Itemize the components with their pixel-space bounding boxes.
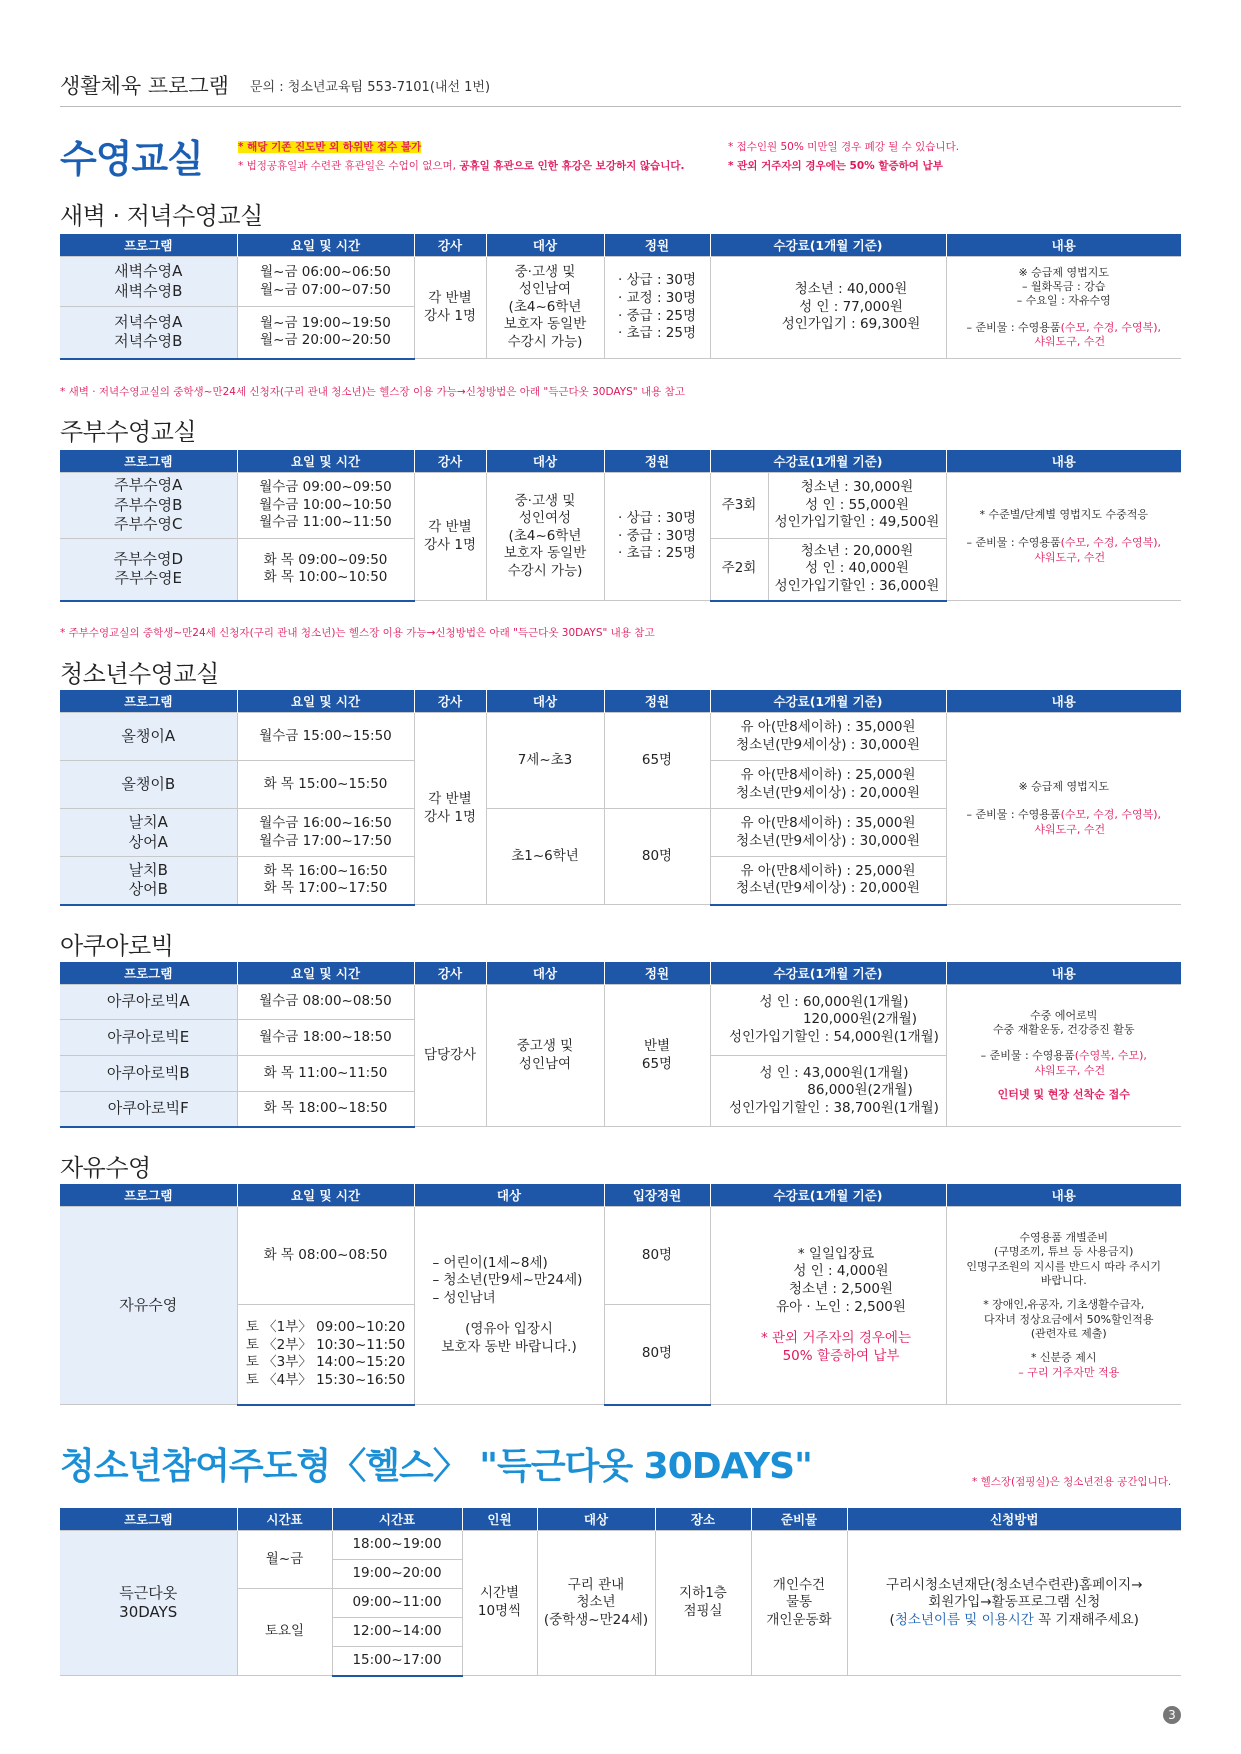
time-cell: 화 목 08:00~08:50	[237, 1207, 414, 1305]
time-cell: 12:00~14:00	[332, 1618, 462, 1647]
teacher-cell: 각 반별 강사 1명	[414, 473, 486, 601]
capacity-cell: · 상급 : 30명 · 중급 : 30명 · 초급 : 25명	[604, 473, 710, 601]
col-teacher: 강사	[414, 690, 486, 713]
place-cell: 지하1층 점핑실	[655, 1531, 751, 1676]
teacher-cell: 각 반별 강사 1명	[414, 713, 486, 905]
fee-cell: 유 아(만8세이하) : 25,000원 청소년(만9세이상) : 20,000원	[710, 857, 946, 905]
col-teacher: 강사	[414, 962, 486, 985]
page-header-contact: 문의 : 청소년교육팀 553-7101(내선 1번)	[250, 80, 491, 95]
time-cell: 월~금 06:00~06:50 월~금 07:00~07:50	[237, 257, 414, 307]
col-content: 내용	[946, 690, 1181, 713]
content-cell: ※ 승급제 영법지도 – 준비물 : 수영용품(수모, 수경, 수영복), 샤워도구, 수건	[946, 713, 1181, 905]
teacher-cell: 담당강사	[414, 985, 486, 1127]
capacity-cell: · 상급 : 30명 · 교정 : 30명 · 중급 : 25명 · 초급 : 25명	[604, 257, 710, 359]
program-cell: 올챙이A	[60, 713, 237, 761]
housewife-section-title: 주부수영교실	[60, 418, 197, 446]
time-cell: 화 목 11:00~11:50	[237, 1056, 414, 1092]
free-swim-section-title: 자유수영	[60, 1154, 151, 1182]
col-time: 시간표	[332, 1508, 462, 1531]
gym-note: * 헬스장(점핑실)은 청소년전용 공간입니다.	[972, 1476, 1172, 1488]
time-cell: 15:00~17:00	[332, 1647, 462, 1676]
swim-note-1: * 해당 기존 진도반 외 하위반 접수 불가	[238, 141, 422, 153]
col-content: 내용	[946, 962, 1181, 985]
time-cell: 화 목 15:00~15:50	[237, 761, 414, 809]
program-cell: 저녁수영A 저녁수영B	[60, 307, 237, 359]
time-cell: 월수금 15:00~15:50	[237, 713, 414, 761]
time-cell: 화 목 09:00~09:50 화 목 10:00~10:50	[237, 539, 414, 601]
fee-cell: 성 인 : 60,000원(1개월) 120,000원(2개월) 성인가입기할인 : 54,000원(1개월)	[710, 985, 946, 1056]
fee-cell: 청소년 : 30,000원 성 인 : 55,000원 성인가입기할인 : 49,500원	[768, 473, 946, 539]
col-time: 요일 및 시간	[237, 1184, 414, 1207]
teacher-cell: 각 반별 강사 1명	[414, 257, 486, 359]
capacity-cell: 80명	[604, 1207, 710, 1305]
col-program: 프로그램	[60, 690, 237, 713]
gym-table	[60, 1508, 1181, 1677]
col-content: 내용	[946, 1184, 1181, 1207]
col-time: 요일 및 시간	[237, 450, 414, 473]
col-target: 대상	[486, 962, 604, 985]
fee-cell: 유 아(만8세이하) : 35,000원 청소년(만9세이상) : 30,000원	[710, 713, 946, 761]
fee-cell: 청소년 : 40,000원 성 인 : 77,000원 성인가입기 : 69,300원	[710, 257, 946, 359]
col-program: 프로그램	[60, 1184, 237, 1207]
swim-note-2: * 법정공휴일과 수련관 휴관일은 수업이 없으며, 공휴일 휴관으로 인한 휴강은 보강하지 않습니다.	[238, 160, 685, 172]
col-program: 프로그램	[60, 962, 237, 985]
youth-section-title: 청소년수영교실	[60, 660, 219, 688]
time-cell: 월수금 08:00~08:50	[237, 985, 414, 1020]
capacity-cell: 80명	[604, 1305, 710, 1405]
col-target: 대상	[486, 450, 604, 473]
fee-cell: 청소년 : 20,000원 성 인 : 40,000원 성인가입기할인 : 36,000원	[768, 539, 946, 601]
time-cell: 화 목 16:00~16:50 화 목 17:00~17:50	[237, 857, 414, 905]
col-teacher: 강사	[414, 450, 486, 473]
aqua-table	[60, 962, 1181, 1128]
col-target: 대상	[486, 690, 604, 713]
target-cell: 초1~6학년	[486, 809, 604, 905]
target-cell: 중·고생 및 성인여성 (초4~6학년 보호자 동일반 수강시 가능)	[486, 473, 604, 601]
col-target: 대상	[537, 1508, 655, 1531]
time-cell: 09:00~11:00	[332, 1589, 462, 1618]
fee-cell: 유 아(만8세이하) : 25,000원 청소년(만9세이상) : 20,000원	[710, 761, 946, 809]
swim-section-title: 수영교실	[60, 137, 203, 181]
aqua-section-title: 아쿠아로빅	[60, 932, 174, 960]
dawn-table	[60, 234, 1181, 360]
fee-cell: * 일일입장료 성 인 : 4,000원 청소년 : 2,500원 유아 · 노인 : 2,500원 * 관외 거주자의 경우에는 50% 할증하여 납부	[710, 1207, 946, 1405]
prep-cell: 개인수건 물통 개인운동화	[751, 1531, 847, 1676]
dawn-footnote: * 새벽 · 저녁수영교실의 중학생~만24세 신청자(구리 관내 청소년)는 헬스장 이용 가능→신청방법은 아래 "득근다옷 30DAYS" 내용 참고	[60, 386, 685, 398]
content-cell: ※ 승급제 영법지도 – 월화목금 : 강습 – 수요일 : 자유수영 – 준비물 : 수영용품(수모, 수경, 수영복), 샤워도구, 수건	[946, 257, 1181, 359]
content-cell: 수영용품 개별준비 (구명조끼, 튜브 등 사용금지) 인명구조원의 지시를 반드시 따라 주시기 바랍니다. * 장애인,유공자, 기초생활수급자, 다자녀 정상요금에서 50%할인적용 (관련자료 제출) * 신분증 제시 – 구리 거주자만 적용	[946, 1207, 1181, 1405]
program-cell: 아쿠아로빅B	[60, 1056, 237, 1092]
time-cell: 토 〈1부〉 09:00~10:20 토 〈2부〉 10:30~11:50 토 〈3부〉 14:00~15:20 토 〈4부〉 15:30~16:50	[237, 1305, 414, 1405]
capacity-cell: 반별 65명	[604, 985, 710, 1127]
col-fee: 수강료(1개월 기준)	[710, 690, 946, 713]
fee-cell: 성 인 : 43,000원(1개월) 86,000원(2개월) 성인가입기할인 : 38,700원(1개월)	[710, 1056, 946, 1127]
free-swim-table	[60, 1184, 1181, 1406]
capacity-cell: 80명	[604, 809, 710, 905]
program-cell: 아쿠아로빅F	[60, 1092, 237, 1127]
time-cell: 18:00~19:00	[332, 1531, 462, 1560]
swim-note-3: * 접수인원 50% 미만일 경우 폐강 될 수 있습니다.	[728, 141, 960, 153]
time-cell: 월수금 18:00~18:50	[237, 1020, 414, 1056]
program-cell: 날치A 상어A	[60, 809, 237, 857]
program-cell: 주부수영D 주부수영E	[60, 539, 237, 601]
col-target: 대상	[486, 234, 604, 257]
col-fee: 수강료(1개월 기준)	[710, 1184, 946, 1207]
freq-cell: 주3회	[710, 473, 768, 539]
capacity-cell: 65명	[604, 713, 710, 809]
page-number: 3	[1163, 1706, 1181, 1724]
col-program: 프로그램	[60, 1508, 237, 1531]
housewife-table	[60, 450, 1181, 602]
col-apply: 신청방법	[847, 1508, 1181, 1531]
col-fee: 수강료(1개월 기준)	[710, 962, 946, 985]
col-people: 인원	[462, 1508, 537, 1531]
program-cell: 득근다옷 30DAYS	[60, 1531, 237, 1676]
col-fee: 수강료(1개월 기준)	[710, 450, 946, 473]
col-program: 프로그램	[60, 450, 237, 473]
content-cell: * 수준별/단계별 영법지도 수중적응 – 준비물 : 수영용품(수모, 수경, 수영복), 샤워도구, 수건	[946, 473, 1181, 601]
col-fee: 수강료(1개월 기준)	[710, 234, 946, 257]
target-cell: – 어린이(1세~8세) – 청소년(만9세~만24세) – 성인남녀 (영유아 입장시 보호자 동반 바랍니다.)	[414, 1207, 604, 1405]
content-cell: 수중 에어로빅 수중 재활운동, 건강증진 활동 – 준비물 : 수영용품(수영복, 수모), 샤워도구, 수건 인터넷 및 현장 선착순 접수	[946, 985, 1181, 1127]
program-cell: 자유수영	[60, 1207, 237, 1405]
people-cell: 시간별 10명씩	[462, 1531, 537, 1676]
col-time: 요일 및 시간	[237, 690, 414, 713]
gym-section-title: 청소년참여주도형〈헬스〉 "득근다옷 30DAYS"	[60, 1446, 812, 1487]
swim-note-4: * 관외 거주자의 경우에는 50% 할증하여 납부	[728, 160, 943, 172]
program-cell: 아쿠아로빅E	[60, 1020, 237, 1056]
day-cell: 토요일	[237, 1589, 332, 1676]
program-cell: 새벽수영A 새벽수영B	[60, 257, 237, 307]
youth-table	[60, 690, 1181, 906]
time-cell: 월~금 19:00~19:50 월~금 20:00~20:50	[237, 307, 414, 359]
col-day: 시간표	[237, 1508, 332, 1531]
col-capacity: 정원	[604, 234, 710, 257]
apply-cell: 구리시청소년재단(청소년수련관)홈페이지→ 회원가입→활동프로그램 신청 (청소년이름 및 이용시간 꼭 기재해주세요)	[847, 1531, 1181, 1676]
fee-cell: 유 아(만8세이하) : 35,000원 청소년(만9세이상) : 30,000원	[710, 809, 946, 857]
col-time: 요일 및 시간	[237, 234, 414, 257]
day-cell: 월~금	[237, 1531, 332, 1589]
housewife-footnote: * 주부수영교실의 중학생~만24세 신청자(구리 관내 청소년)는 헬스장 이용 가능→신청방법은 아래 "득근다옷 30DAYS" 내용 참고	[60, 627, 655, 639]
col-capacity: 정원	[604, 962, 710, 985]
time-cell: 19:00~20:00	[332, 1560, 462, 1589]
col-capacity: 정원	[604, 450, 710, 473]
target-cell: 중·고생 및 성인남여 (초4~6학년 보호자 동일반 수강시 가능)	[486, 257, 604, 359]
col-time: 요일 및 시간	[237, 962, 414, 985]
program-cell: 아쿠아로빅A	[60, 985, 237, 1020]
col-capacity: 정원	[604, 690, 710, 713]
program-cell: 주부수영A 주부수영B 주부수영C	[60, 473, 237, 539]
col-content: 내용	[946, 234, 1181, 257]
col-program: 프로그램	[60, 234, 237, 257]
col-content: 내용	[946, 450, 1181, 473]
target-cell: 7세~초3	[486, 713, 604, 809]
col-target: 대상	[414, 1184, 604, 1207]
col-teacher: 강사	[414, 234, 486, 257]
col-place: 장소	[655, 1508, 751, 1531]
dawn-section-title: 새벽 · 저녁수영교실	[60, 202, 263, 230]
col-capacity: 입장정원	[604, 1184, 710, 1207]
target-cell: 구리 관내 청소년 (중학생~만24세)	[537, 1531, 655, 1676]
time-cell: 화 목 18:00~18:50	[237, 1092, 414, 1127]
col-prep: 준비물	[751, 1508, 847, 1531]
target-cell: 중고생 및 성인남여	[486, 985, 604, 1127]
freq-cell: 주2회	[710, 539, 768, 601]
time-cell: 월수금 09:00~09:50 월수금 10:00~10:50 월수금 11:00~11:50	[237, 473, 414, 539]
program-cell: 올챙이B	[60, 761, 237, 809]
header-divider	[60, 106, 1181, 107]
program-cell: 날치B 상어B	[60, 857, 237, 905]
page-header-title: 생활체육 프로그램	[60, 74, 229, 98]
time-cell: 월수금 16:00~16:50 월수금 17:00~17:50	[237, 809, 414, 857]
